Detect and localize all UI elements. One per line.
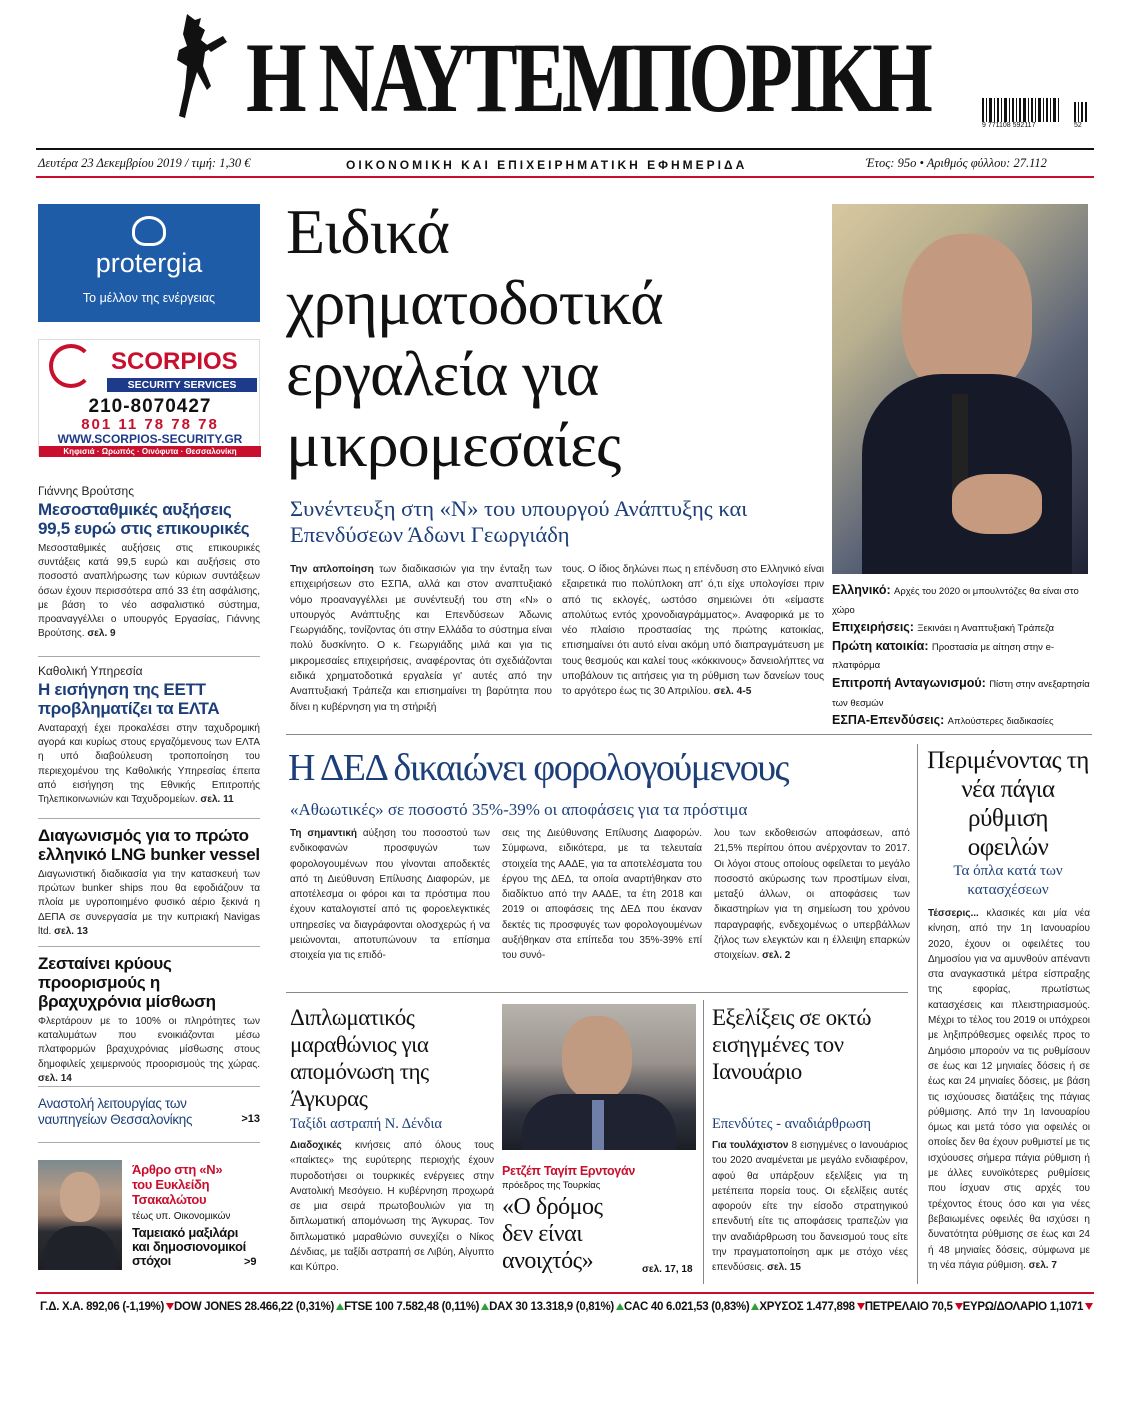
market-ticker bbox=[40, 1301, 1090, 1321]
up-arrow-icon bbox=[616, 1303, 624, 1310]
erdogan-ref: σελ. 17, 18 bbox=[642, 1264, 693, 1275]
georgiadis-photo bbox=[832, 204, 1088, 574]
protergia-ad[interactable] bbox=[38, 204, 260, 322]
ankara-body: Διαδοχικές κινήσεις από όλους τους «παίκτες» της ευρύτερης περιοχής έχουν πυροδοτήσει οι τουρκικές ενέργειες στην Ανατολική Μεσόγειο. Η κυβέρνηση προχωρά σε μια σειρά πρωτοβουλιών για τη διπλωματική απομόνωση της Άγκυρας. Τον διπλωματικό μαραθώνιο συνεχίζει ο Νίκος Δένδιας, με ταξίδι αστραπή σε Λιβύη, Αίγυπτο και Κύπρο. bbox=[290, 1140, 494, 1274]
scorpios-brand: SCORPIOS bbox=[111, 348, 238, 375]
ded-subhead: «Αθωωτικές» σε ποσοστό 35%-39% οι αποφάσεις για τα πρόστιμα bbox=[290, 800, 748, 819]
tsakalotos-line3: Τσακαλώτου bbox=[132, 1192, 207, 1207]
scorpios-areas: Κηφισιά · Ωρωπός · Οινόφυτα · Θεσσαλονίκη bbox=[39, 446, 261, 457]
january-subhead: Επενδύτες - αναδιάρθρωση bbox=[712, 1116, 872, 1132]
bullet-item: ΕΣΠΑ-Επενδύσεις: Απλούστερες διαδικασίες bbox=[832, 713, 1054, 728]
lead-bullets bbox=[832, 582, 1090, 731]
january-body: Για τουλάχιστον 8 εισηγμένες ο Ιανουάριος του 2020 αναμένεται με μεγάλο ενδιαφέρον, αφού θα υπάρξουν εξελίξεις για τη μετέπειτα πορεία τους. Οι εξελίξεις αυτές αφορούν είτε την είσοδο στρατηγικού επενδυτή είτε τις αποφάσεις τραπεζών για την αναδιάρθρωση του δανεισμού τους είτε την πραγματοποίηση αμκ με στόχο νέες επενδύσεις. σελ. 15 bbox=[712, 1140, 908, 1274]
up-arrow-icon bbox=[481, 1303, 489, 1310]
bullet-item: Επιτροπή Ανταγωνισμού: Πίστη στην ανεξαρτησία των θεσμών bbox=[832, 675, 1090, 709]
ticker-item: FTSE 100 7.582,48 (0,11%) bbox=[344, 1301, 489, 1321]
ticker-item: Γ.Δ. Χ.Α. 892,06 (-1,19%) bbox=[40, 1301, 174, 1321]
tsakalotos-photo bbox=[38, 1160, 122, 1270]
bullet-item: Επιχειρήσεις: Ξεκινάει η Αναπτυξιακή Τράπεζα bbox=[832, 620, 1055, 635]
ded-col1: Τη σημαντική αύξηση του ποσοστού των ενδικοφανών προσφυγών των φορολογουμένων που γίνονται αποδεκτές από τη Διεύθυνση Επίλυσης Διαφορών, με αποτέλεσμα οι φόροι και τα πρόστιμα που έχουν καταλογιστεί από τις φοροελεγκτικές υπηρεσίες να διαγράφονται ολοσχερώς ή να μειώνονται, αποτυπώνουν τα επίσημα στοιχεία για τις επιδό- bbox=[290, 828, 490, 962]
sidebar-headline: Μεσοσταθμικές αυξήσεις 99,5 ευρώ στις επικουρικές bbox=[38, 500, 250, 538]
sidebar-story[interactable] bbox=[38, 826, 260, 939]
debts-headline[interactable]: Περιμένοντας τη νέα πάγια ρύθμιση οφειλών bbox=[927, 747, 1089, 861]
bullet-item: Πρώτη κατοικία: Προστασία με αίτηση στην e-πλατφόρμα bbox=[832, 638, 1055, 672]
tsakalotos-headline[interactable]: Ταμειακό μαξιλάρι και δημοσιονομικοί στόχοι bbox=[132, 1225, 246, 1268]
sidebar-kicker: Καθολική Υπηρεσία bbox=[38, 664, 143, 678]
up-arrow-icon bbox=[336, 1303, 344, 1310]
erdogan-quote[interactable]: «Ο δρόμος δεν είναι ανοιχτός» bbox=[502, 1194, 603, 1274]
erdogan-photo bbox=[502, 1004, 696, 1150]
barcode-number: 9 771108 592117 bbox=[982, 122, 1036, 129]
hermes-logo bbox=[165, 8, 235, 138]
barcode-suffix: 52 bbox=[1074, 122, 1082, 129]
sidebar-story[interactable] bbox=[38, 954, 260, 1086]
barcode bbox=[982, 98, 1092, 142]
scorpios-phone2: 801 11 78 78 78 bbox=[81, 416, 219, 433]
date-price: Δευτέρα 23 Δεκεμβρίου 2019 / τιμή: 1,30 € bbox=[38, 156, 251, 170]
ticker-item: ΠΕΤΡΕΛΑΙΟ 70,5 bbox=[865, 1301, 963, 1321]
sidebar-headline: Ζεσταίνει κρύους προορισμούς η βραχυχρόνια μίσθωση bbox=[38, 954, 216, 1011]
scorpios-sub: SECURITY SERVICES bbox=[107, 378, 257, 392]
scorpios-ad[interactable] bbox=[38, 339, 260, 456]
masthead-title: Η ΝΑΥΤΕΜΠΟΡΙΚΗ bbox=[246, 22, 929, 133]
down-arrow-icon bbox=[1085, 1303, 1093, 1310]
sidebar-headline: Η εισήγηση της ΕΕΤΤ προβληματίζει τα ΕΛΤΑ bbox=[38, 680, 220, 718]
ankara-headline[interactable]: Διπλωματικός μαραθώνιος για απομόνωση της Άγκυρας bbox=[290, 1005, 429, 1111]
down-arrow-icon bbox=[166, 1303, 174, 1310]
bullet-item: Ελληνικό: Αρχές του 2020 οι μπουλντόζες θα είναι στο χώρο bbox=[832, 583, 1079, 616]
ticker-rule bbox=[36, 1292, 1094, 1294]
sidebar-body: Μεσοσταθμικές αυξήσεις στις επικουρικές συντάξεις κατά 99,5 ευρώ και αυξήσεις στο ποσοστό αναπλήρωσης των κύριων συντάξεων όσων έχουν περισσότερα από 33 έτη ασφάλισης, με βάση το νέο ασφαλιστικό σύστημα, προαναγγέλλει ο υπουργός Εργασίας, Γιάννης Βρούτσης. σελ. 9 bbox=[38, 543, 260, 640]
sidebar-body: Διαγωνιστική διαδικασία για την κατασκευή των πρώτων bunker ships που θα εφοδιάζουν τα πλοία με υγροποιημένο φυσικό αέριο ξεκινά η ΔΕΠΑ σε συνεργασία με την κυπριακή Navigas ltd. σελ. 13 bbox=[38, 869, 260, 937]
ticker-item: DAX 30 13.318,9 (0,81%) bbox=[489, 1301, 624, 1321]
tagline: ΟΙΚΟΝΟΜΙΚΗ ΚΑΙ ΕΠΙΧΕΙΡΗΜΑΤΙΚΗ ΕΦΗΜΕΡΙΔΑ bbox=[346, 158, 748, 172]
tsakalotos-byline[interactable] bbox=[132, 1162, 260, 1207]
lead-headline[interactable]: Ειδικά χρηματοδοτικά εργαλεία για μικρομεσαίες bbox=[286, 196, 663, 480]
up-arrow-icon bbox=[751, 1303, 759, 1310]
shipyards-text: Αναστολή λειτουργίας των ναυπηγείων Θεσσαλονίκης bbox=[38, 1096, 193, 1127]
shipyards-ref: >13 bbox=[241, 1113, 260, 1125]
lead-col1: Την απλοποίηση των διαδικασιών για την ένταξη των επιχειρήσεων στο ΕΣΠΑ, αλλά και στον αναπτυξιακό νόμο προαναγγέλλει με συνέντευξή του στη «Ν» ο υπουργός Ανάπτυξης και Επενδύσεων Άδωνις Γεωργιάδης, τονίζοντας ότι στην Ελλάδα το σύστημα είναι πολύ δυσκίνητο. Ο κ. Γεωργιάδης μιλά και για τις μικρομεσαίες επιχειρήσεις, αναφέροντας ότι σχεδιάζονται ειδικά χρηματοδοτικά εργαλεία γι' αυτές από την Αναπτυξιακή Τράπεζα και επισημαίνει τη βαρύτητα που δίνει η κυβέρνηση για τη στήριξή bbox=[290, 564, 552, 713]
sidebar-story[interactable] bbox=[38, 484, 260, 641]
scorpios-phone1: 210-8070427 bbox=[88, 396, 212, 417]
tsakalotos-line1: Άρθρο στη «Ν» bbox=[132, 1162, 223, 1177]
sidebar-kicker: Γιάννης Βρούτσης bbox=[38, 484, 134, 498]
down-arrow-icon bbox=[955, 1303, 963, 1310]
january-headline[interactable]: Εξελίξεις σε οκτώ εισηγμένες τον Ιανουάριο bbox=[712, 1005, 872, 1084]
masthead-red-rule bbox=[36, 176, 1094, 178]
ticker-item: DOW JONES 28.466,22 (0,31%) bbox=[174, 1301, 344, 1321]
shipyards-teaser[interactable] bbox=[38, 1096, 260, 1128]
sidebar-body: Αναταραχή έχει προκαλέσει στην ταχυδρομική αγορά και κυρίως στους εργαζόμενους των ΕΛΤΑ η υπό διαβούλευση τροποποίηση του περιεχομένου της Καθολικής Υπηρεσίας έπειτα από εισήγηση της Εθνικής Επιτροπής Τηλεπικοινωνιών και Ταχυδρομείων. σελ. 11 bbox=[38, 723, 260, 806]
masthead-rule bbox=[36, 148, 1094, 150]
lead-col2: τους. Ο ίδιος δηλώνει πως η επένδυση στο Ελληνικό είναι εξαιρετικά πιο πολύπλοκη απ' ό,τι είχε υπολογίσει πριν από τις εκλογές, ωστόσο σημειώνει ότι «είμαστε απολύτως εντός χρονοδιαγράμματος». Αναφορικά με το νέο πλαίσιο προστασίας της πρώτης κατοικίας, επισημαίνει ότι αυτό είναι ακόμη υπό διαπραγμάτευση με τους θεσμούς και καλεί τους «κόκκινους» δανειολήπτες να υποβάλουν τις αιτήσεις για τη ρύθμιση των δανείων τους το αργότερο έως τις 30 Απριλίου. σελ. 4-5 bbox=[562, 564, 824, 698]
sidebar-body: Φλερτάρουν με το 100% οι πληρότητες των καταλυμάτων που ενοικιάζονται μέσω πλατφορμών βραχυχρόνιας μίσθωσης στους δημοφιλείς χειμερινούς προορισμούς της χώρας. σελ. 14 bbox=[38, 1016, 260, 1084]
sidebar-story[interactable] bbox=[38, 664, 260, 807]
issue-number: Έτος: 95ο • Αριθμός φύλλου: 27.112 bbox=[866, 156, 1047, 170]
protergia-slogan: Το μέλλον της ενέργειας bbox=[82, 291, 216, 305]
ded-headline[interactable]: Η ΔΕΔ δικαιώνει φορολογούμενους bbox=[288, 747, 789, 789]
lead-subhead: Συνέντευξη στη «Ν» του υπουργού Ανάπτυξης και Επενδύσεων Άδωνι Γεωργιάδη bbox=[290, 496, 748, 547]
ticker-item: ΧΡΥΣΟΣ 1.477,898 bbox=[759, 1301, 864, 1321]
ded-col2: σεις της Διεύθυνσης Επίλυσης Διαφορών. Σύμφωνα, ειδικότερα, με τα τελευταία στοιχεία της ΑΑΔΕ, για τα αποτελέσματα του έργου της ΔΕΔ, τα οποία αναρτήθηκαν στο διαδίκτυο από την ΑΑΔΕ, τα έτη 2018 και 2019 οι αποφάσεις της ΔΕΔ που έκαναν δεκτές τις προσφυγές των φορολογουμένων αυξήθηκαν στα επίπεδα του 35%-39% επί του συνό- bbox=[502, 828, 702, 962]
scorpion-icon bbox=[49, 344, 93, 388]
erdogan-name: Ρετζέπ Ταγίπ Ερντογάν bbox=[502, 1164, 635, 1178]
protergia-brand: protergia bbox=[95, 248, 203, 278]
erdogan-role: πρόεδρος της Τουρκίας bbox=[502, 1180, 601, 1191]
tsakalotos-role: τέως υπ. Οικονομικών bbox=[132, 1211, 231, 1222]
tsakalotos-line2: του Ευκλείδη bbox=[132, 1177, 210, 1192]
debts-body: Τέσσερις... κλασικές και μία νέα κίνηση, από την 1η Ιανουαρίου 2020, έχουν οι οφειλέτες του Δημοσίου για να αμυνθούν απέναντι στα αναγκαστικά μέτρα είσπραξης της εφορίας, πρωτίστως κατασχέσεις και πλειστηριασμούς. Μέχρι το τέλος του 2019 οι υπόχρεοι με ληξιπρόθεσμες οφειλές προς το Δημόσιο μπορούν να τις ρυθμίσουν σε έως και 12 μηνιαίες δόσεις ή σε έως και 24 μηνιαίες δόσεις, με βάση τις ισχύουσες διατάξεις της πάγιας ρύθμισης. Από την 1η Ιανουαρίου όμως και μετά τόσο για οφειλές οι οποίες δεν θα έχουν ρυθμιστεί με τις ισχύουσες σήμερα πάγια ρύθμιση ή με άλλες ευνοϊκότερες ρυθμίσεις που ίσχυαν στις αρχές του τρέχοντος έτους όσο και για νέες βεβαιωμένες οφειλές θα ισχύσει η δυνατότητα ρύθμισης σε έως και 24 ή 48 μηνιαίες δόσεις, σύμφωνα με τη νέα πάγια ρύθμιση. σελ. 7 bbox=[928, 908, 1090, 1271]
debts-subhead: Τα όπλα κατά των κατασχέσεων bbox=[953, 863, 1063, 898]
down-arrow-icon bbox=[857, 1303, 865, 1310]
tsakalotos-ref: >9 bbox=[244, 1256, 257, 1268]
ankara-subhead: Ταξίδι αστραπή Ν. Δένδια bbox=[290, 1116, 443, 1132]
ticker-item: CAC 40 6.021,53 (0,83%) bbox=[624, 1301, 759, 1321]
ded-col3: λου των εκδοθεισών αποφάσεων, από 21,5% περίπου όπου ανέρχονταν το 2017. Οι λόγοι στους οποίους οφείλεται το μεγάλο ποσοστό ακύρωσης των προστίμων είναι, μεταξύ άλλων, οι αποφάσεις των δικαστηρίων για τη σημείωση του χρόνου παραγραφής, ενδεχομένως ο υπερβάλλων ζήλος των ελεγκτών και η έλλειψη επαρκών στοιχείων. σελ. 2 bbox=[714, 828, 910, 962]
scorpios-url: WWW.SCORPIOS-SECURITY.GR bbox=[57, 432, 243, 446]
protergia-logo-icon bbox=[132, 216, 166, 246]
ticker-item: ΕΥΡΩ/ΔΟΛΑΡΙΟ 1,1071 bbox=[963, 1301, 1094, 1321]
sidebar-headline: Διαγωνισμός για το πρώτο ελληνικό LNG bunker vessel bbox=[38, 826, 260, 864]
